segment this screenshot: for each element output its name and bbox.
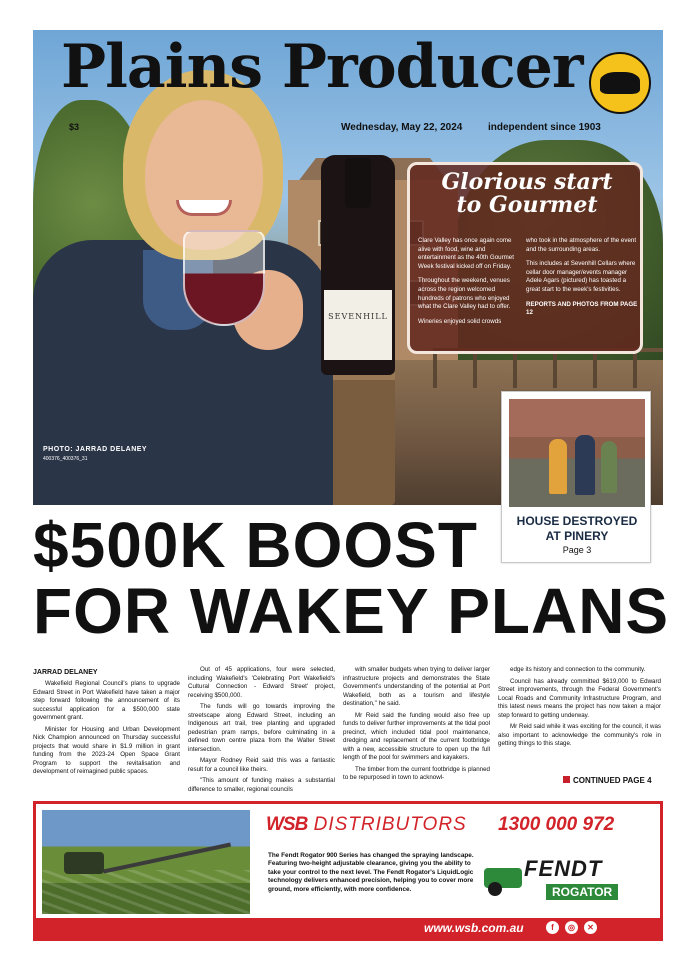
wine-glass (183, 230, 265, 326)
woman-face (145, 100, 263, 250)
gourmet-title-line1: Glorious start (441, 169, 613, 195)
ad-phone-number[interactable]: 1300 000 972 (498, 814, 615, 835)
article-paragraph: edge its history and connection to the community. (510, 666, 646, 673)
bottle-label (324, 290, 392, 360)
gourmet-paragraph: who took in the atmosphere of the event and the surrounding areas. (526, 237, 637, 253)
person (575, 435, 595, 495)
gourmet-reports-link[interactable]: REPORTS AND PHOTOS FROM PAGE 12 (526, 300, 638, 317)
pinery-headline-line1: HOUSE DESTROYED (516, 514, 638, 528)
gourmet-paragraph: Wineries enjoyed solid crowds (418, 317, 502, 325)
firefighter (549, 439, 567, 494)
fence (433, 348, 663, 388)
pinery-photo (509, 399, 645, 507)
main-headline[interactable] (33, 509, 670, 647)
issue-date: Wednesday, May 22, 2024 (341, 122, 463, 133)
wsb-brand-initials: WSB (266, 814, 308, 835)
bottle-label-text: SEVENHILL (328, 312, 388, 321)
article-paragraph: Mr Reid said the funding would also free up funds to deliver further improvements at the tidal pool precinct, which included tidal pool maintenance, dredging and replacement of the current footbridge with a new, accessible structure to open up the full length of the pool for swimmers and kayakers. (343, 711, 490, 761)
wsb-advertisement[interactable] (33, 801, 663, 941)
gourmet-title-line2: to Gourmet (456, 192, 598, 218)
gourmet-paragraph: Throughout the weekend, venues across the region welcomed hundreds of patrons who enjoyed what the Clare Valley had to offer. (418, 277, 511, 311)
continued-text: CONTINUED PAGE 4 (573, 776, 652, 785)
gourmet-title (422, 171, 632, 217)
tractor-wheel-icon (488, 882, 502, 896)
bottle-neck (345, 158, 371, 208)
pinery-page-ref: Page 3 (562, 545, 592, 555)
article-paragraph: The timber from the current footbridge is planned to be repurposed in town to acknowl- (343, 765, 490, 781)
rogator-wordmark: ROGATOR (546, 884, 618, 900)
fendt-rogator-logo (484, 854, 644, 910)
article-paragraph: Minister for Housing and Urban Development Nick Champion announced on Thursday successful projects that would share in $1.9 million in grant funding from the 2023-24 Open Space Grant Program to support the revitalisation and development of reimagined public spaces. (33, 725, 180, 775)
article-column-3 (343, 666, 490, 786)
article-column-2 (188, 666, 335, 797)
instagram-icon[interactable]: ◎ (565, 921, 578, 934)
gourmet-story-panel[interactable] (407, 162, 643, 354)
fendt-wordmark: FENDT (524, 856, 603, 881)
sprayer-boom (103, 843, 231, 874)
pinery-headline-line2: AT PINERY (545, 529, 609, 543)
ad-website-link[interactable]: www.wsb.com.au (424, 921, 524, 935)
article-paragraph: with smaller budgets when trying to deliver larger infrastructure projects and demonstrates the State Government's understanding of the potential at Port Wakefield, both as a tourism and lifestyle destination," he said. (343, 666, 490, 707)
continued-link[interactable] (563, 776, 652, 785)
wsb-brand (266, 814, 467, 836)
bull-seal-icon (589, 52, 651, 114)
headline-line1: $500K BOOST (33, 509, 478, 581)
article-paragraph: The funds will go towards improving the streetscape along Edward Street, including an Indigenous art trail, tree planting and upgraded pedestrian pram ramps, before culminating in a defined town centre plaza from the Walter Street intersection. (188, 703, 335, 753)
person (601, 441, 617, 493)
sprayer-vehicle (64, 852, 104, 874)
photo-credit: PHOTO: JARRAD DELANEY (43, 446, 148, 453)
byline: JARRAD DELANEY (33, 669, 98, 676)
woman-smile (176, 200, 232, 216)
wsb-brand-distributors: DISTRIBUTORS (307, 814, 467, 835)
headline-line2: FOR WAKEY PLANS (33, 575, 670, 647)
article-paragraph: Council has already committed $619,000 to Edward Street improvements, through the Federal Government's Local Roads and Community Infrastructure Program, and this latest news means the project has now taken a major step forward to getting underway. (498, 677, 661, 719)
square-bullet-icon (563, 776, 570, 783)
article-column-4 (498, 666, 661, 752)
masthead-tagline: independent since 1903 (488, 122, 601, 133)
ad-copy: The Fendt Rogator 900 Series has changed the spraying landscape. Featuring two-height adjustable clearance, giving you the ability to take your control to the next level. The Fendt Rogator's LiquidLogic technology delivers enhanced precision, helping you to cover more ground, more efficiently, with more confidence. (268, 852, 474, 893)
photo-code: 400376_400376_31 (43, 456, 88, 462)
gourmet-paragraph: Clare Valley has once again come alive with food, wine and entertainment as the 40th Gourmet Week festival kicked off on Friday. (418, 237, 514, 270)
article-paragraph: Mayor Rodney Reid said this was a fantastic result for a council like theirs. (188, 757, 335, 773)
gourmet-column-1 (418, 237, 516, 332)
article-paragraph: "This amount of funding makes a substantial difference to smaller, regional councils (188, 777, 335, 793)
ad-footer-bar (36, 918, 660, 938)
article-paragraph: Mr Reid said while it was exciting for the council, it was also important to acknowledge the community's role in getting things to this stage. (498, 723, 661, 747)
page-number: $3 (69, 122, 80, 132)
article-column-1 (33, 680, 180, 780)
gourmet-paragraph: This includes at Sevenhill Cellars where cellar door manager/events manager Adele Agars (pictured) has toasted a great start to the week's festivities. (526, 260, 636, 293)
article-paragraph: Out of 45 applications, four were selected, including Wakefield's 'Celebrating Port Wakefield's Cultural Connection - Edward Street' project, receiving $500,000. (188, 666, 335, 699)
bull-silhouette (600, 72, 640, 94)
facebook-icon[interactable]: f (546, 921, 559, 934)
crop-rows (42, 870, 250, 914)
sprayer-photo (42, 810, 250, 914)
x-icon[interactable]: ✕ (584, 921, 597, 934)
article-paragraph: Wakefield Regional Council's plans to upgrade Edward Street in Port Wakefield have taken a major step forward following the announcement of its successful application for a $500,000 state government grant. (33, 680, 180, 721)
masthead-title[interactable]: Plains Producer (61, 32, 583, 102)
gourmet-column-2 (526, 237, 638, 324)
